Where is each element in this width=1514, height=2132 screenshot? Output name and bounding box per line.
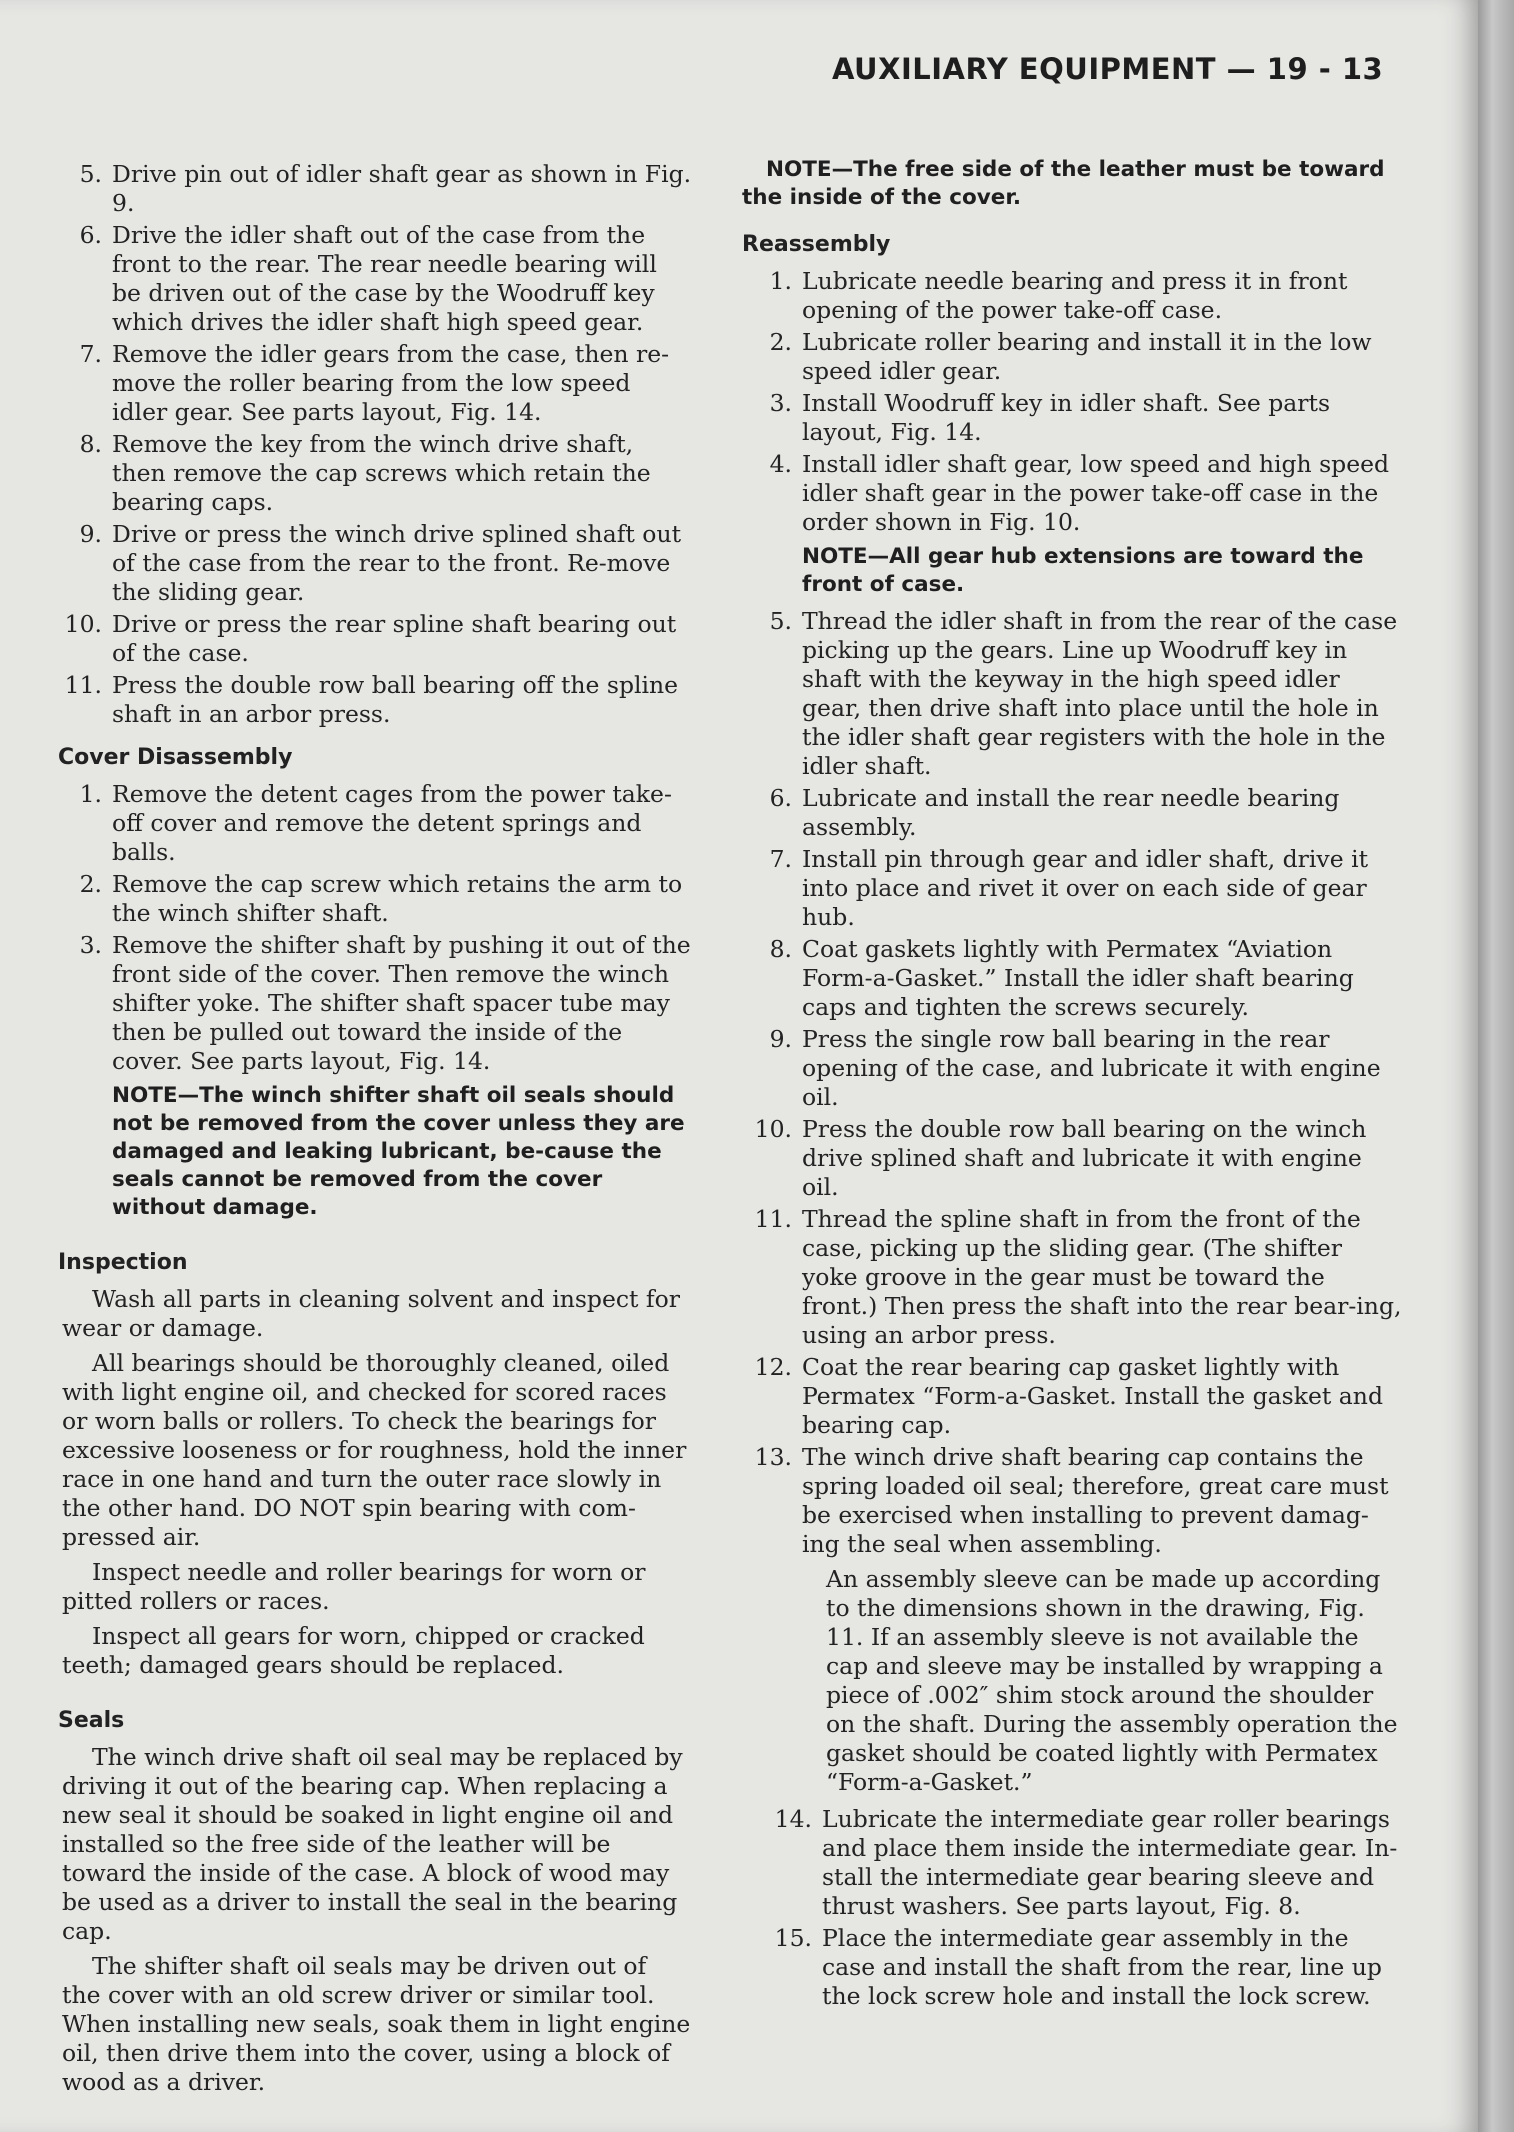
item-number: 9.	[769, 1025, 792, 1053]
item-number: 6.	[769, 784, 792, 812]
item-number: 1.	[79, 780, 102, 808]
inspection-paragraph: Wash all parts in cleaning solvent and inspect for wear or damage.	[62, 1285, 681, 1342]
list-item	[52, 221, 692, 337]
list-item	[742, 1353, 1402, 1440]
item-text: Press the double row ball bearing on the winch drive splined shaft and lubricate it with engine oil.	[802, 1115, 1367, 1201]
item-number: 9.	[79, 520, 102, 548]
list-item	[52, 780, 692, 867]
item-text: Lubricate roller bearing and install it in the low speed idler gear.	[802, 328, 1372, 385]
inspection-heading: Inspection	[58, 1250, 188, 1275]
hub-note: NOTE—All gear hub extensions are toward the front of case.	[802, 544, 1364, 597]
list-item	[742, 935, 1402, 1022]
disassembly-list	[52, 160, 692, 729]
item-number: 8.	[769, 935, 792, 963]
cover-note: NOTE—The winch shifter shaft oil seals should not be removed from the cover unless they are damaged and leaking lubricant, be-cause the seals cannot be removed from the cover without damage.	[112, 1083, 685, 1220]
item-text: Thread the spline shaft in from the front of the case, picking up the sliding gear. (The shifter yoke groove in the gear must be toward the front.) Then press the shaft into the rear bear-ing, using an arbor press.	[802, 1205, 1402, 1349]
item-text: Remove the key from the winch drive shaft, then remove the cap screws which retain the bearing caps.	[112, 430, 651, 516]
item-number: 3.	[79, 931, 102, 959]
item-number: 1.	[769, 267, 792, 295]
item-number: 13.	[754, 1443, 792, 1471]
item-text: Install Woodruff key in idler shaft. See parts layout, Fig. 14.	[802, 389, 1331, 446]
item-number: 11.	[754, 1205, 792, 1233]
inspection-paragraph: Inspect all gears for worn, chipped or cracked teeth; damaged gears should be replaced.	[62, 1622, 645, 1679]
page-header: AUXILIARY EQUIPMENT — 19 - 13	[832, 52, 1384, 86]
reassembly-heading: Reassembly	[742, 232, 891, 257]
item-text: Coat gaskets lightly with Permatex “Aviation Form-a-Gasket.” Install the idler shaft bearing caps and tighten the screws securely.	[802, 935, 1354, 1021]
item-text: Drive or press the winch drive splined shaft out of the case from the rear to the front. Re-move the sliding gear.	[112, 520, 682, 606]
item-text: Drive or press the rear spline shaft bearing out of the case.	[112, 610, 677, 667]
page-edge	[1478, 0, 1514, 2132]
item-text: Install idler shaft gear, low speed and high speed idler shaft gear in the power take-off case in the order shown in Fig. 10.	[802, 450, 1390, 536]
item-text: Install pin through gear and idler shaft, drive it into place and rivet it over on each side of gear hub.	[802, 845, 1369, 931]
cover-list	[52, 780, 692, 1076]
item-text: Place the intermediate gear assembly in the case and install the shaft from the rear, line up the lock screw hole and install the lock screw.	[822, 1924, 1382, 2010]
list-item	[52, 931, 692, 1076]
item-number: 11.	[64, 671, 102, 699]
item-text: Lubricate needle bearing and press it in front opening of the power take-off case.	[802, 267, 1348, 324]
list-item	[742, 1805, 1402, 1921]
item-text: The winch drive shaft bearing cap contains the spring loaded oil seal; therefore, great care must be exercised when installing to prevent damag-ing the seal when assembling.	[802, 1443, 1389, 1558]
list-item	[52, 340, 692, 427]
list-item	[52, 870, 692, 928]
item-text: Lubricate and install the rear needle bearing assembly.	[802, 784, 1340, 841]
item-number: 15.	[774, 1924, 812, 1952]
list-item	[742, 1205, 1402, 1350]
list-item	[742, 784, 1402, 842]
list-item	[742, 1025, 1402, 1112]
item-text: Lubricate the intermediate gear roller bearings and place them inside the intermediate gear. In-stall the intermediate gear bearing sleeve and thrust washers. See parts layout, Fig. 8.	[822, 1805, 1398, 1920]
item-number: 10.	[64, 610, 102, 638]
item-number: 2.	[769, 328, 792, 356]
item-text: Remove the shifter shaft by pushing it out of the front side of the cover. Then remove the winch shifter yoke. The shifter shaft spacer tube may then be pulled out toward the inside of the cover. See parts layout, Fig. 14.	[112, 931, 691, 1075]
right-column	[742, 150, 1402, 2014]
item-text: Press the double row ball bearing off the spline shaft in an arbor press.	[112, 671, 679, 728]
item-text: Remove the cap screw which retains the arm to the winch shifter shaft.	[112, 870, 683, 927]
item-text: Drive pin out of idler shaft gear as shown in Fig. 9.	[112, 160, 692, 217]
list-item	[52, 610, 692, 668]
item-number: 2.	[79, 870, 102, 898]
list-item	[742, 1924, 1402, 2011]
inspection-paragraph: Inspect needle and roller bearings for worn or pitted rollers or races.	[62, 1558, 646, 1615]
list-item	[742, 267, 1402, 325]
item-number: 7.	[79, 340, 102, 368]
reassembly-list-a	[742, 267, 1402, 537]
list-item	[52, 430, 692, 517]
list-item	[742, 607, 1402, 781]
list-item	[742, 1443, 1402, 1559]
item-number: 12.	[754, 1353, 792, 1381]
item-number: 5.	[79, 160, 102, 188]
item-text: Press the single row ball bearing in the rear opening of the case, and lubricate it with engine oil.	[802, 1025, 1381, 1111]
item-text: Coat the rear bearing cap gasket lightly with Permatex “Form-a-Gasket. Install the gasket and bearing cap.	[802, 1353, 1383, 1439]
inspection-paragraph: All bearings should be thoroughly cleaned, oiled with light engine oil, and checked for scored races or worn balls or rollers. To check the bearings for excessive looseness or for roughness, hold the inner race in one hand and turn the outer race slowly in the other hand. DO NOT spin bearing with com-pressed air.	[62, 1349, 687, 1551]
list-item	[52, 671, 692, 729]
left-column	[52, 160, 692, 2103]
reassembly-list-c	[742, 1805, 1402, 2011]
item-text: Drive the idler shaft out of the case from the front to the rear. The rear needle bearing will be driven out of the case by the Woodruff key which drives the idler shaft high speed gear.	[112, 221, 657, 336]
item-number: 10.	[754, 1115, 792, 1143]
leather-note: NOTE—The free side of the leather must be toward the inside of the cover.	[742, 157, 1385, 210]
list-item	[742, 389, 1402, 447]
seals-paragraph: The shifter shaft oil seals may be driven out of the cover with an old screw driver or similar tool. When installing new seals, soak them in light engine oil, then drive them into the cover, using a block of wood as a driver.	[62, 1952, 691, 2096]
item-number: 14.	[774, 1805, 812, 1833]
item-number: 6.	[79, 221, 102, 249]
list-item	[742, 845, 1402, 932]
item-text: Remove the detent cages from the power take-off cover and remove the detent springs and balls.	[112, 780, 672, 866]
seals-heading: Seals	[58, 1708, 125, 1733]
item-text: Remove the idler gears from the case, then re-move the roller bearing from the low speed idler gear. See parts layout, Fig. 14.	[112, 340, 670, 426]
item-number: 3.	[769, 389, 792, 417]
list-item	[52, 160, 692, 218]
item-text: Thread the idler shaft in from the rear of the case picking up the gears. Line up Woodruff key in shaft with the keyway in the high speed idler gear, then drive shaft into place until the hole in the idler shaft gear registers with the hole in the idler shaft.	[802, 607, 1398, 780]
list-item	[742, 450, 1402, 537]
seals-paragraph: The winch drive shaft oil seal may be replaced by driving it out of the bearing cap. When replacing a new seal it should be soaked in light engine oil and installed so the free side of the leather will be toward the inside of the case. A block of wood may be used as a driver to install the seal in the bearing cap.	[62, 1743, 683, 1945]
cover-disassembly-heading: Cover Disassembly	[58, 745, 293, 770]
reassembly-list-b	[742, 607, 1402, 1559]
item-number: 4.	[769, 450, 792, 478]
list-item	[742, 1115, 1402, 1202]
item-number: 8.	[79, 430, 102, 458]
item-number: 7.	[769, 845, 792, 873]
list-item	[742, 328, 1402, 386]
item-number: 5.	[769, 607, 792, 635]
list-item	[52, 520, 692, 607]
sleeve-paragraph: An assembly sleeve can be made up according to the dimensions shown in the drawing, Fig. 11. If an assembly sleeve is not available the cap and sleeve may be installed by wrapping a piece of .002″ shim stock around the shoulder on the shaft. During the assembly operation the gasket should be coated lightly with Permatex “Form-a-Gasket.”	[826, 1565, 1398, 1796]
